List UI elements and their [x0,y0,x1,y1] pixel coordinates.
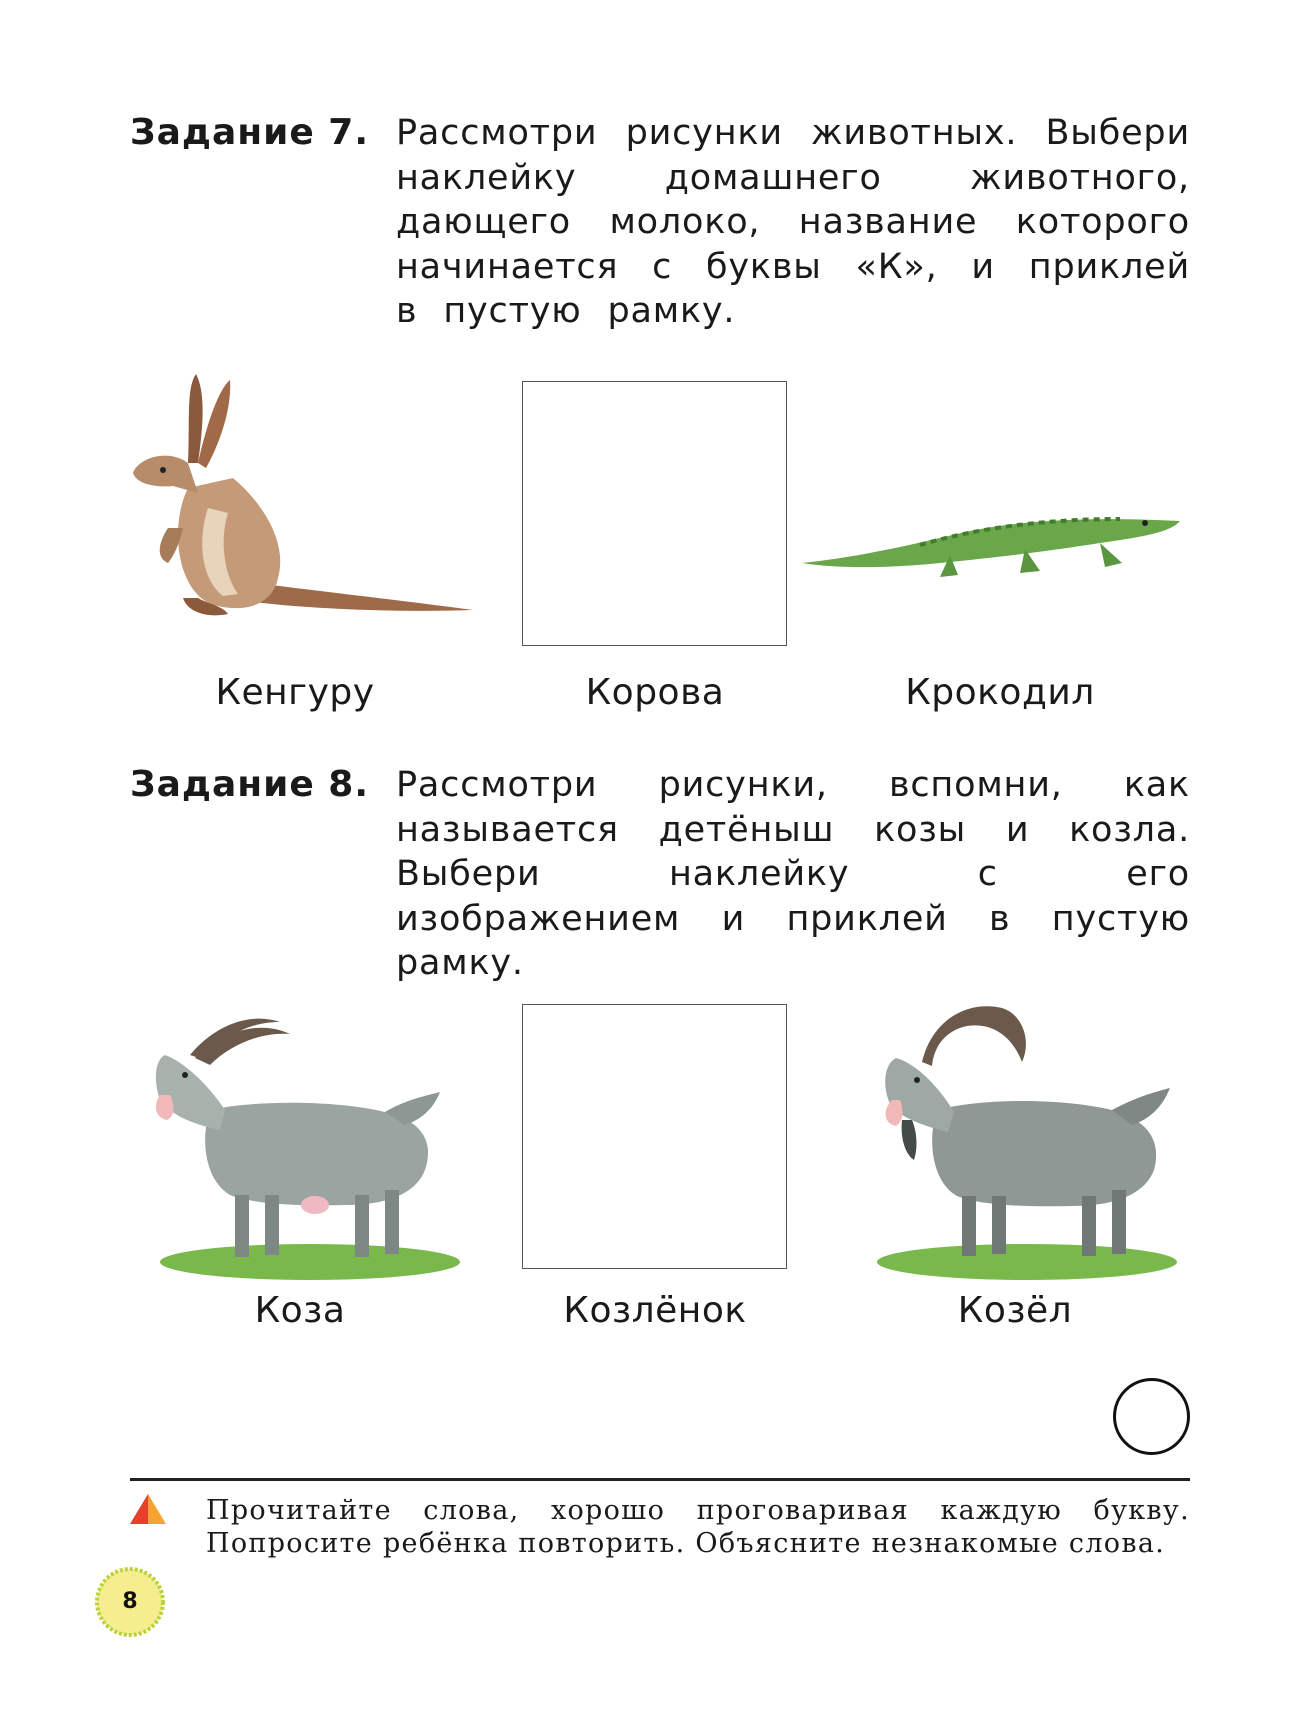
divider [130,1478,1190,1481]
score-circle[interactable] [1113,1378,1190,1455]
task-8-label: Задание 8. [130,764,370,805]
task-8-text: Рассмотри рисунки, вспомни, как называется детёныш козы и козла. Выбери наклейку с его изображением и приклей в пустую рамку. [396,765,1190,983]
crocodile-illustration [800,505,1185,585]
caption-crocodile: Крокодил [905,672,1095,713]
parent-note: Прочитайте слова, хорошо проговаривая каждую букву. Попросите ребёнка повторить. Объясните незнакомые слова. [206,1495,1190,1559]
caption-kid-goat: Козлёнок [563,1290,747,1331]
kangaroo-illustration [128,368,478,638]
task-7-text: Рассмотри рисунки животных. Выбери наклейку домашнего животного, дающего молоко, название которого начинается с буквы «К», и приклей в пустую рамку. [396,113,1190,331]
caption-billy-goat: Козёл [957,1290,1073,1331]
sticker-frame-cow[interactable] [522,381,787,646]
sticker-frame-kid-goat[interactable] [522,1004,787,1269]
caption-kangaroo: Кенгуру [215,672,375,713]
page-number: 8 [122,1589,138,1614]
warning-triangle-icon [130,1494,166,1524]
page-number-badge [94,1566,166,1638]
caption-goat: Коза [254,1290,346,1331]
goat-illustration [135,1000,460,1285]
caption-cow: Корова [585,672,725,713]
task-7-label: Задание 7. [130,112,370,153]
billy-goat-illustration [862,1000,1187,1285]
